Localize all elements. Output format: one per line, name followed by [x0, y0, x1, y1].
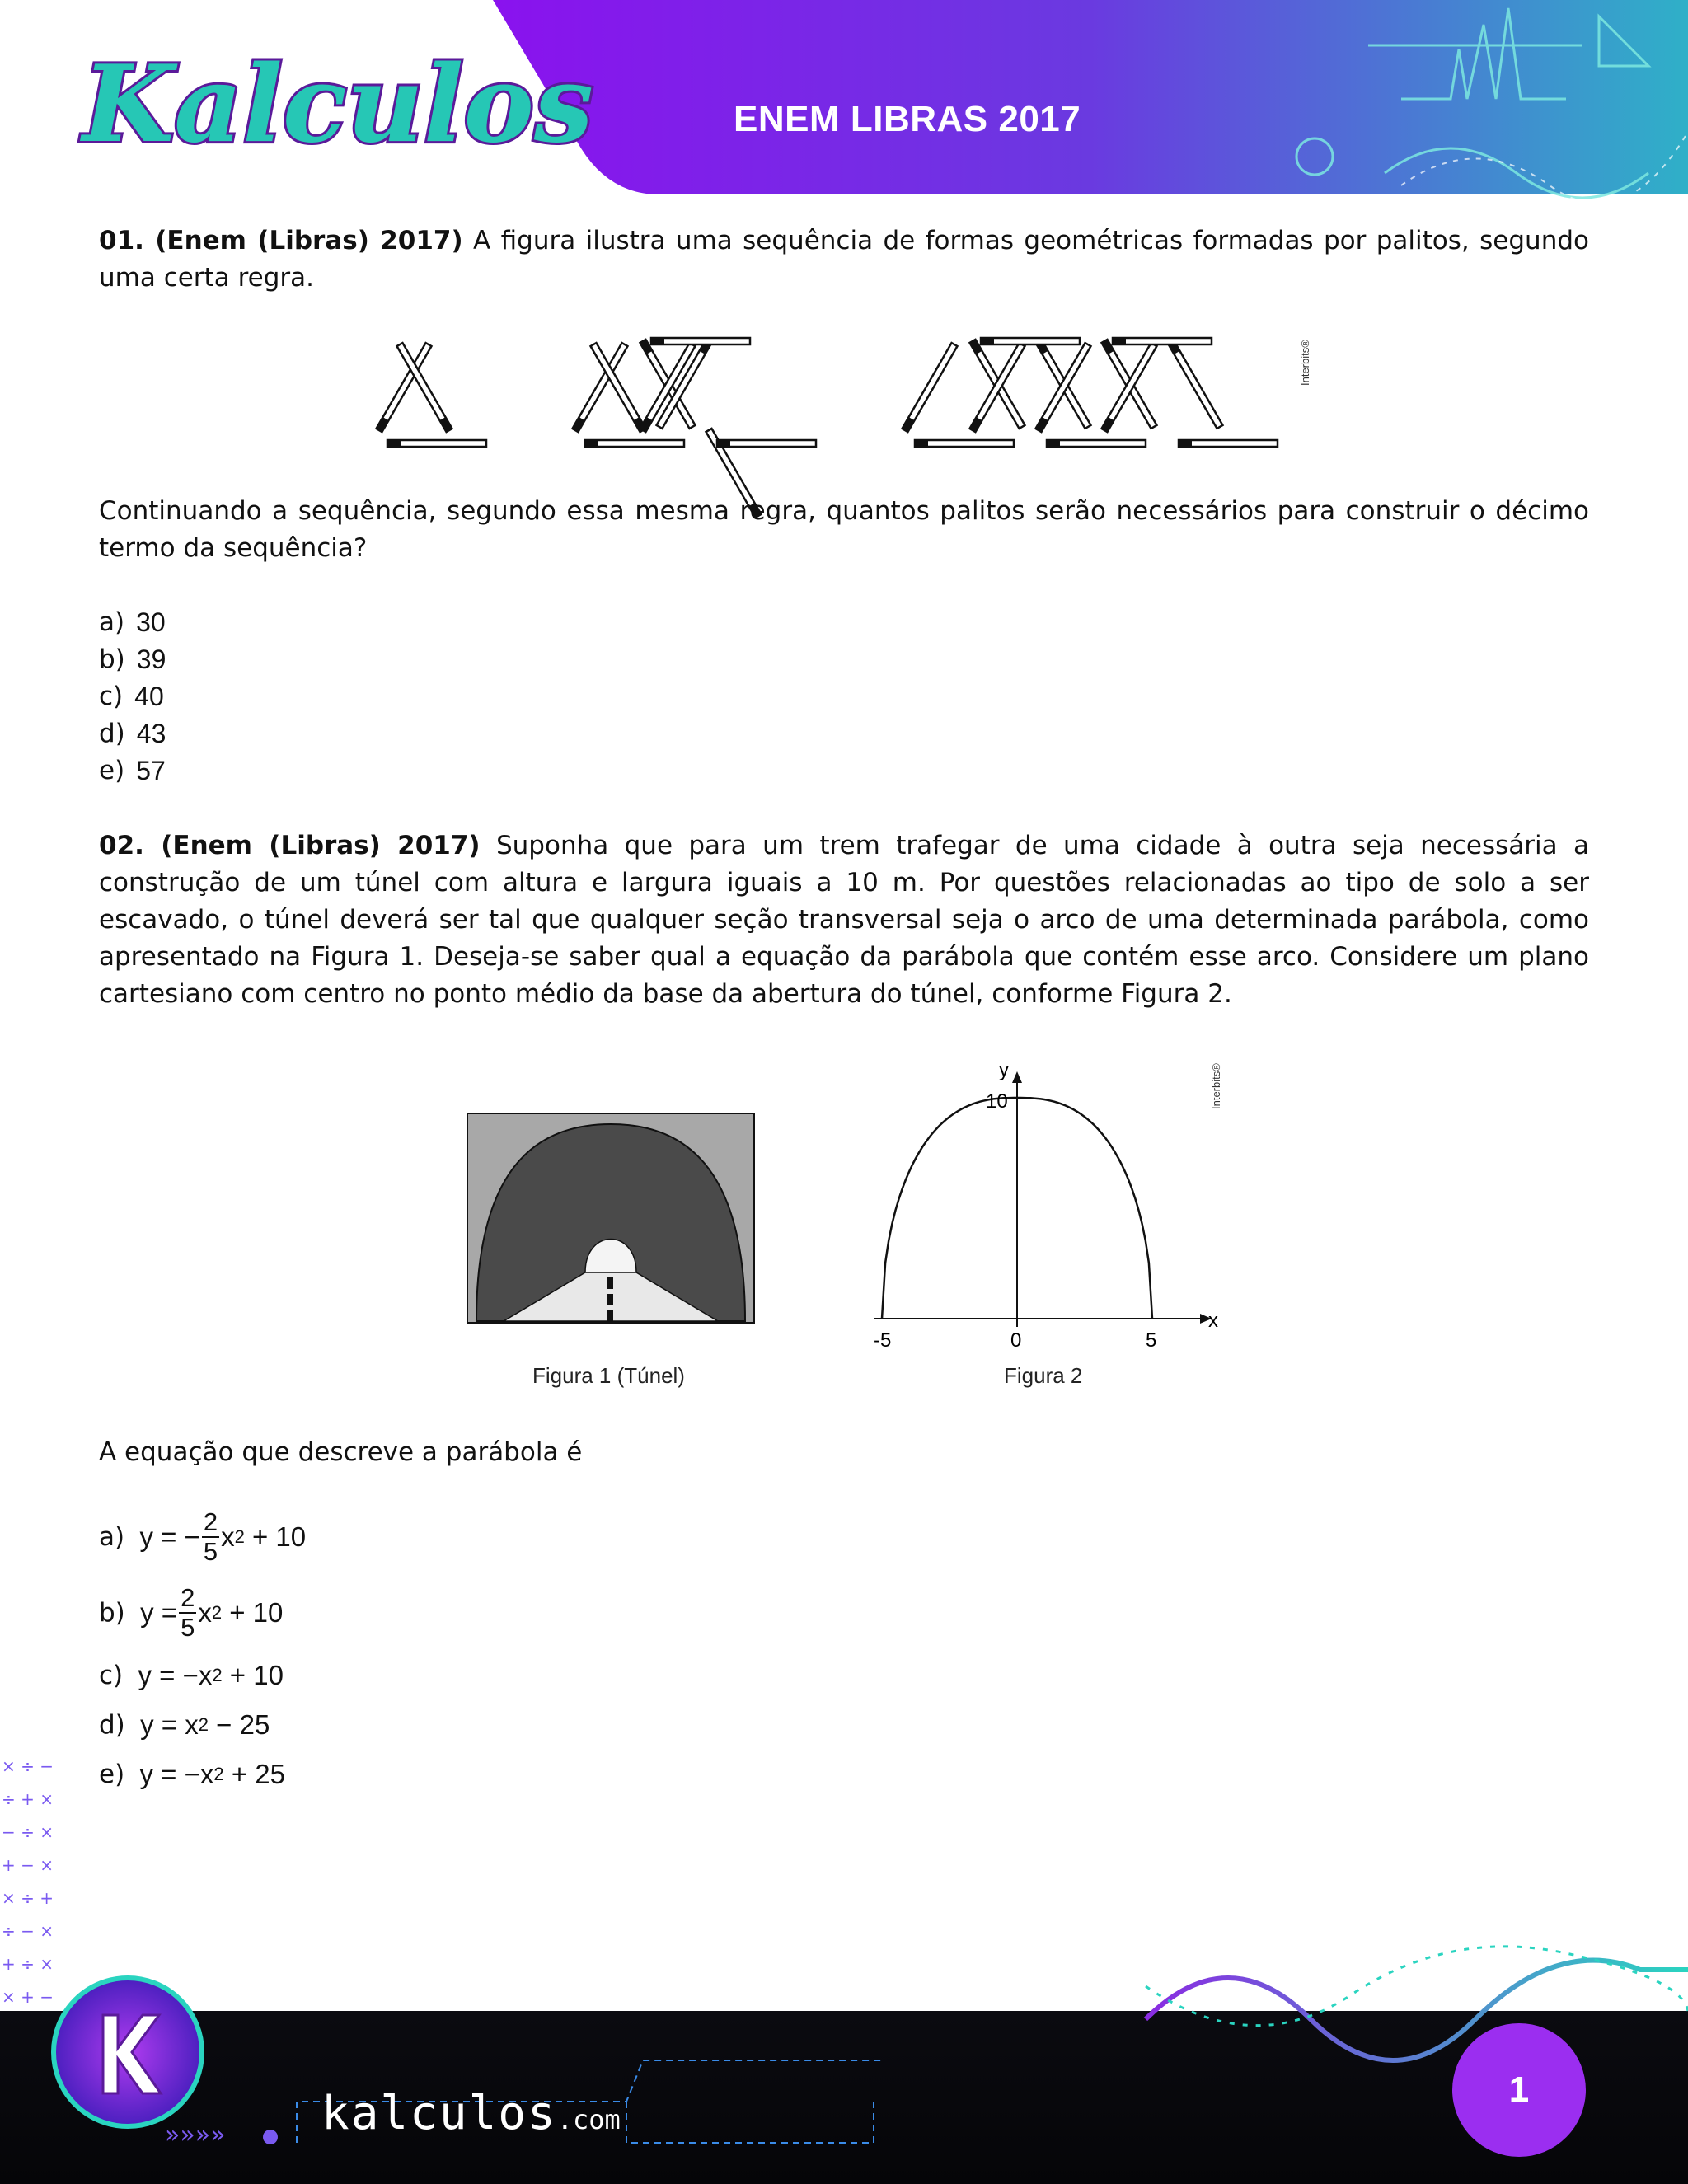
option-rest: + 10	[244, 1521, 307, 1552]
option-lhs: y = x	[140, 1709, 199, 1740]
svg-text:+ − ×: + − ×	[2, 1855, 54, 1875]
matchstick-figure-2	[573, 338, 816, 518]
option-lhs: y = −	[139, 1521, 200, 1552]
matchstick-sequence-figure	[363, 330, 1335, 462]
q1-figure-credit: Interbits®	[1299, 340, 1311, 386]
parabola-chart	[857, 1055, 1236, 1352]
q1-option-d[interactable]	[99, 715, 166, 752]
q1-option-c[interactable]	[99, 678, 166, 715]
option-rest: − 25	[208, 1709, 270, 1740]
y-axis-label: y	[999, 1059, 1009, 1081]
option-exponent: 2	[212, 1665, 223, 1685]
kalculos-logo	[82, 30, 593, 178]
q2-option-c[interactable]	[99, 1660, 284, 1691]
q2-option-a[interactable]	[99, 1508, 306, 1566]
svg-text:»»»»: »»»»	[165, 2121, 226, 2149]
fraction	[202, 1508, 219, 1566]
x-tick-neg5: -5	[874, 1329, 892, 1352]
option-value: 40	[134, 682, 164, 711]
svg-text:+ ÷ ×: + ÷ ×	[2, 1954, 54, 1974]
fraction-numerator: 2	[203, 1507, 218, 1536]
svg-text:× + −: × + −	[2, 1987, 54, 2007]
q2-figure-credit: Interbits®	[1210, 1063, 1222, 1109]
svg-text:Kalculos: Kalculos	[82, 43, 593, 166]
svg-text:× ÷ +: × ÷ +	[2, 1888, 54, 1908]
option-value: 39	[136, 644, 166, 674]
matchstick-figure-1	[377, 343, 486, 447]
q1-options	[99, 604, 166, 790]
option-letter: b)	[99, 1598, 125, 1628]
option-rest: + 10	[222, 1597, 284, 1628]
tunnel-figure	[467, 1113, 755, 1324]
svg-text:− ÷ ×: − ÷ ×	[2, 1822, 54, 1842]
figure1-caption: Figura 1 (Túnel)	[532, 1363, 685, 1388]
q2-intro-text: Suponha que para um trem trafegar de uma cidade à outra seja necessária a construção de um túnel com altura e largura iguais a 10 m. Por questões relacionadas ao tipo de solo a ser escavado, o túnel deverá ser tal que qualquer seção transversal seja o arco de uma determinada parábola, como apresentado na Figura 1. Deseja-se saber qual a equação da parábola que contém esse arco. Considere um plano cartesiano com centro no ponto médio da base da abertura do túnel, conforme Figura 2.	[99, 831, 1590, 1009]
q2-option-e[interactable]	[99, 1759, 285, 1790]
y-tick-10: 10	[986, 1090, 1008, 1113]
website-name: kalculos	[321, 2087, 557, 2140]
option-rest: + 25	[223, 1759, 285, 1789]
q2-intro	[99, 827, 1589, 1013]
q1-question: Continuando a sequência, segundo essa mesma regra, quantos palitos serão necessários para construir o décimo termo da sequência?	[99, 496, 1589, 563]
option-rest: + 10	[222, 1660, 284, 1690]
option-letter: e)	[99, 756, 125, 785]
option-exponent: 2	[211, 1602, 223, 1623]
option-lhs: y = −x	[138, 1660, 213, 1690]
x-axis-label: x	[1208, 1310, 1218, 1332]
option-letter: e)	[99, 1760, 125, 1789]
option-variable: x	[221, 1521, 235, 1552]
option-exponent: 2	[213, 1764, 224, 1784]
x-tick-5: 5	[1146, 1329, 1157, 1352]
option-exponent: 2	[198, 1714, 209, 1735]
header-title: ENEM LIBRAS 2017	[734, 99, 1081, 139]
q1-intro	[99, 223, 1589, 297]
footer-website[interactable]	[321, 2087, 621, 2140]
option-exponent: 2	[234, 1526, 245, 1547]
q2-options	[99, 1508, 593, 1821]
x-tick-0: 0	[1010, 1329, 1022, 1352]
fraction-denominator: 5	[203, 1537, 218, 1566]
q2-option-d[interactable]	[99, 1709, 270, 1741]
y-axis-arrow	[1012, 1071, 1022, 1083]
svg-text:× ÷ −: × ÷ −	[2, 1756, 54, 1776]
option-lhs: y =	[140, 1597, 178, 1628]
q1-option-e[interactable]	[99, 752, 166, 790]
q1-number: 01. (Enem (Libras) 2017)	[99, 226, 463, 255]
option-letter: d)	[99, 719, 125, 748]
website-tld: .com	[556, 2104, 621, 2135]
page-number: 1	[1452, 2023, 1586, 2157]
q1-intro-text: A figura ilustra uma sequência de formas geométricas formadas por palitos, segundo uma certa regra.	[99, 226, 1589, 293]
q2-question: A equação que descreve a parábola é	[99, 1437, 583, 1467]
option-letter: d)	[99, 1710, 125, 1740]
option-letter: a)	[99, 607, 125, 637]
q2-option-b[interactable]	[99, 1584, 283, 1642]
q1-option-a[interactable]	[99, 604, 166, 641]
matchstick-figure-3	[903, 338, 1278, 447]
option-lhs: y = −x	[139, 1759, 214, 1789]
option-value: 43	[136, 719, 166, 748]
option-variable: x	[198, 1597, 212, 1628]
svg-text:÷ − ×: ÷ − ×	[2, 1921, 54, 1941]
option-letter: c)	[99, 682, 124, 711]
fraction-numerator: 2	[181, 1583, 195, 1612]
option-letter: a)	[99, 1522, 125, 1552]
fraction	[179, 1584, 196, 1642]
figure2-caption: Figura 2	[1004, 1363, 1083, 1388]
q2-number: 02. (Enem (Libras) 2017)	[99, 831, 481, 860]
option-value: 30	[136, 607, 166, 637]
q1-option-b[interactable]	[99, 641, 166, 678]
option-letter: c)	[99, 1661, 124, 1690]
svg-text:÷ + ×: ÷ + ×	[2, 1789, 54, 1809]
fraction-denominator: 5	[181, 1613, 195, 1642]
option-letter: b)	[99, 644, 125, 674]
footer-wave-decoration	[1137, 1920, 1688, 2102]
option-value: 57	[136, 756, 166, 785]
